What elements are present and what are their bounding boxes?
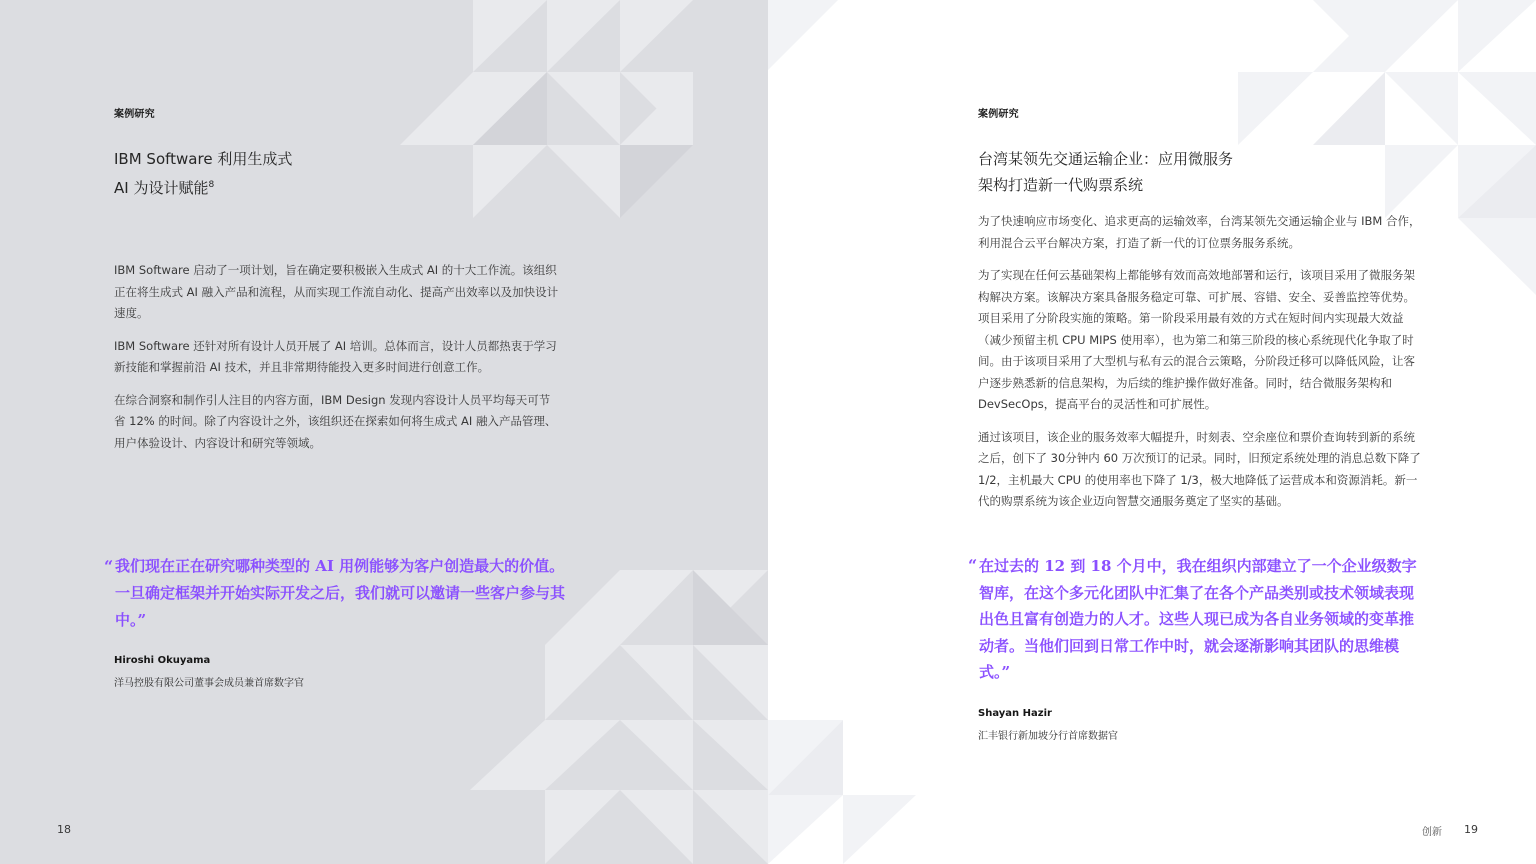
case-title-line1: IBM Software 利用生成式 xyxy=(114,150,293,168)
case-title-line1: 台湾某领先交通运输企业：应用微服务 xyxy=(978,150,1234,168)
quote-open-mark: “ xyxy=(104,557,114,576)
quote-open-mark: “ xyxy=(968,556,978,575)
body-paragraph: IBM Software 启动了一项计划，旨在确定要积极嵌入生成式 AI 的十大工作流。该组织正在将生成式 AI 融入产品和流程，从而实现工作流自动化、提高产出效率以及加快设计速度。 xyxy=(114,263,559,320)
body-paragraph: 为了实现在任何云基础架构上都能够有效而高效地部署和运行，该项目采用了微服务架构解决方案。该解决方案具备服务稳定可靠、可扩展、容错、安全、妥善监控等优势。项目采用了分阶段实施的策略。第一阶段采用最有效的方式在短时间内实现最大效益（减少预留主机 CPU MIPS 使用率），也为第二和第三阶段的核心系统现代化争取了时间。由于该项目采用了大型机与私有云的混合云策略，分阶段迁移可以降低风险，让客户逐步熟悉新的信息架构，为后续的维护操作做好准备。同时，结合微服务架构和 DevSecOps，提高平台的灵活性和可扩展性。 xyxy=(978,268,1415,411)
quote-author-name: Hiroshi Okuyama xyxy=(114,655,211,666)
pull-quote: 我们现在正在研究哪种类型的 AI 用例能够为客户创造最大的价值。一旦确定框架并开始实际开发之后，我们就可以邀请一些客户参与其中。” xyxy=(115,557,566,629)
pull-quote: 在过去的 12 到 18 个月中，我在组织内部建立了一个企业级数字智库，在这个多元化团队中汇集了在各个产品类别或技术领域表现出色且富有创造力的人才。这些人现已成为各自业务领域的变革推动者。当他们回到日常工作中时，就会逐渐影响其团队的思维模式。” xyxy=(979,557,1417,681)
case-title xyxy=(114,146,292,201)
body-paragraph: 通过该项目，该企业的服务效率大幅提升，时刻表、空余座位和票价查询转到新的系统之后，创下了 30分钟内 60 万次预订的记录。同时，旧预定系统处理的消息总数下降了 1/2，主机最大 CPU 的使用率也下降了 1/3，极大地降低了运营成本和资源消耗。新一代的购票系统为该企业迈向智慧交通服务奠定了坚实的基础。 xyxy=(978,429,1421,508)
case-title-line2: 架构打造新一代购票系统 xyxy=(978,176,1144,194)
body-paragraph: 在综合洞察和制作引人注目的内容方面，IBM Design 发现内容设计人员平均每天可节省 12% 的时间。除了内容设计之外，该组织还在探索如何将生成式 AI 融入产品管理、用户体验设计、内容设计和研究等领域。 xyxy=(114,392,557,450)
case-body xyxy=(114,260,560,465)
footnote-ref: 8 xyxy=(208,180,215,190)
case-title-line2: AI 为设计赋能 xyxy=(114,179,209,197)
section-name: 创新 xyxy=(1422,827,1442,838)
quote-author-role: 汇丰银行新加坡分行首席数据官 xyxy=(978,731,1118,742)
section-label: 案例研究 xyxy=(114,109,155,120)
case-title xyxy=(978,146,1233,198)
body-paragraph: 为了快速响应市场变化、追求更高的运输效率，台湾某领先交通运输企业与 IBM 合作，利用混合云平台解决方案，打造了新一代的订位票务服务系统。 xyxy=(978,214,1421,250)
right-page xyxy=(768,0,1536,864)
page-number: 19 xyxy=(1464,823,1478,836)
quote-author-name: Shayan Hazir xyxy=(978,708,1052,719)
page-number: 18 xyxy=(57,823,71,836)
section-label: 案例研究 xyxy=(978,109,1019,120)
case-body xyxy=(978,211,1424,524)
body-paragraph: IBM Software 还针对所有设计人员开展了 AI 培训。总体而言，设计人员都热衷于学习新技能和掌握前沿 AI 技术，并且非常期待能投入更多时间进行创意工作。 xyxy=(114,338,557,374)
quote-author-role: 洋马控股有限公司董事会成员兼首席数字官 xyxy=(114,678,304,689)
